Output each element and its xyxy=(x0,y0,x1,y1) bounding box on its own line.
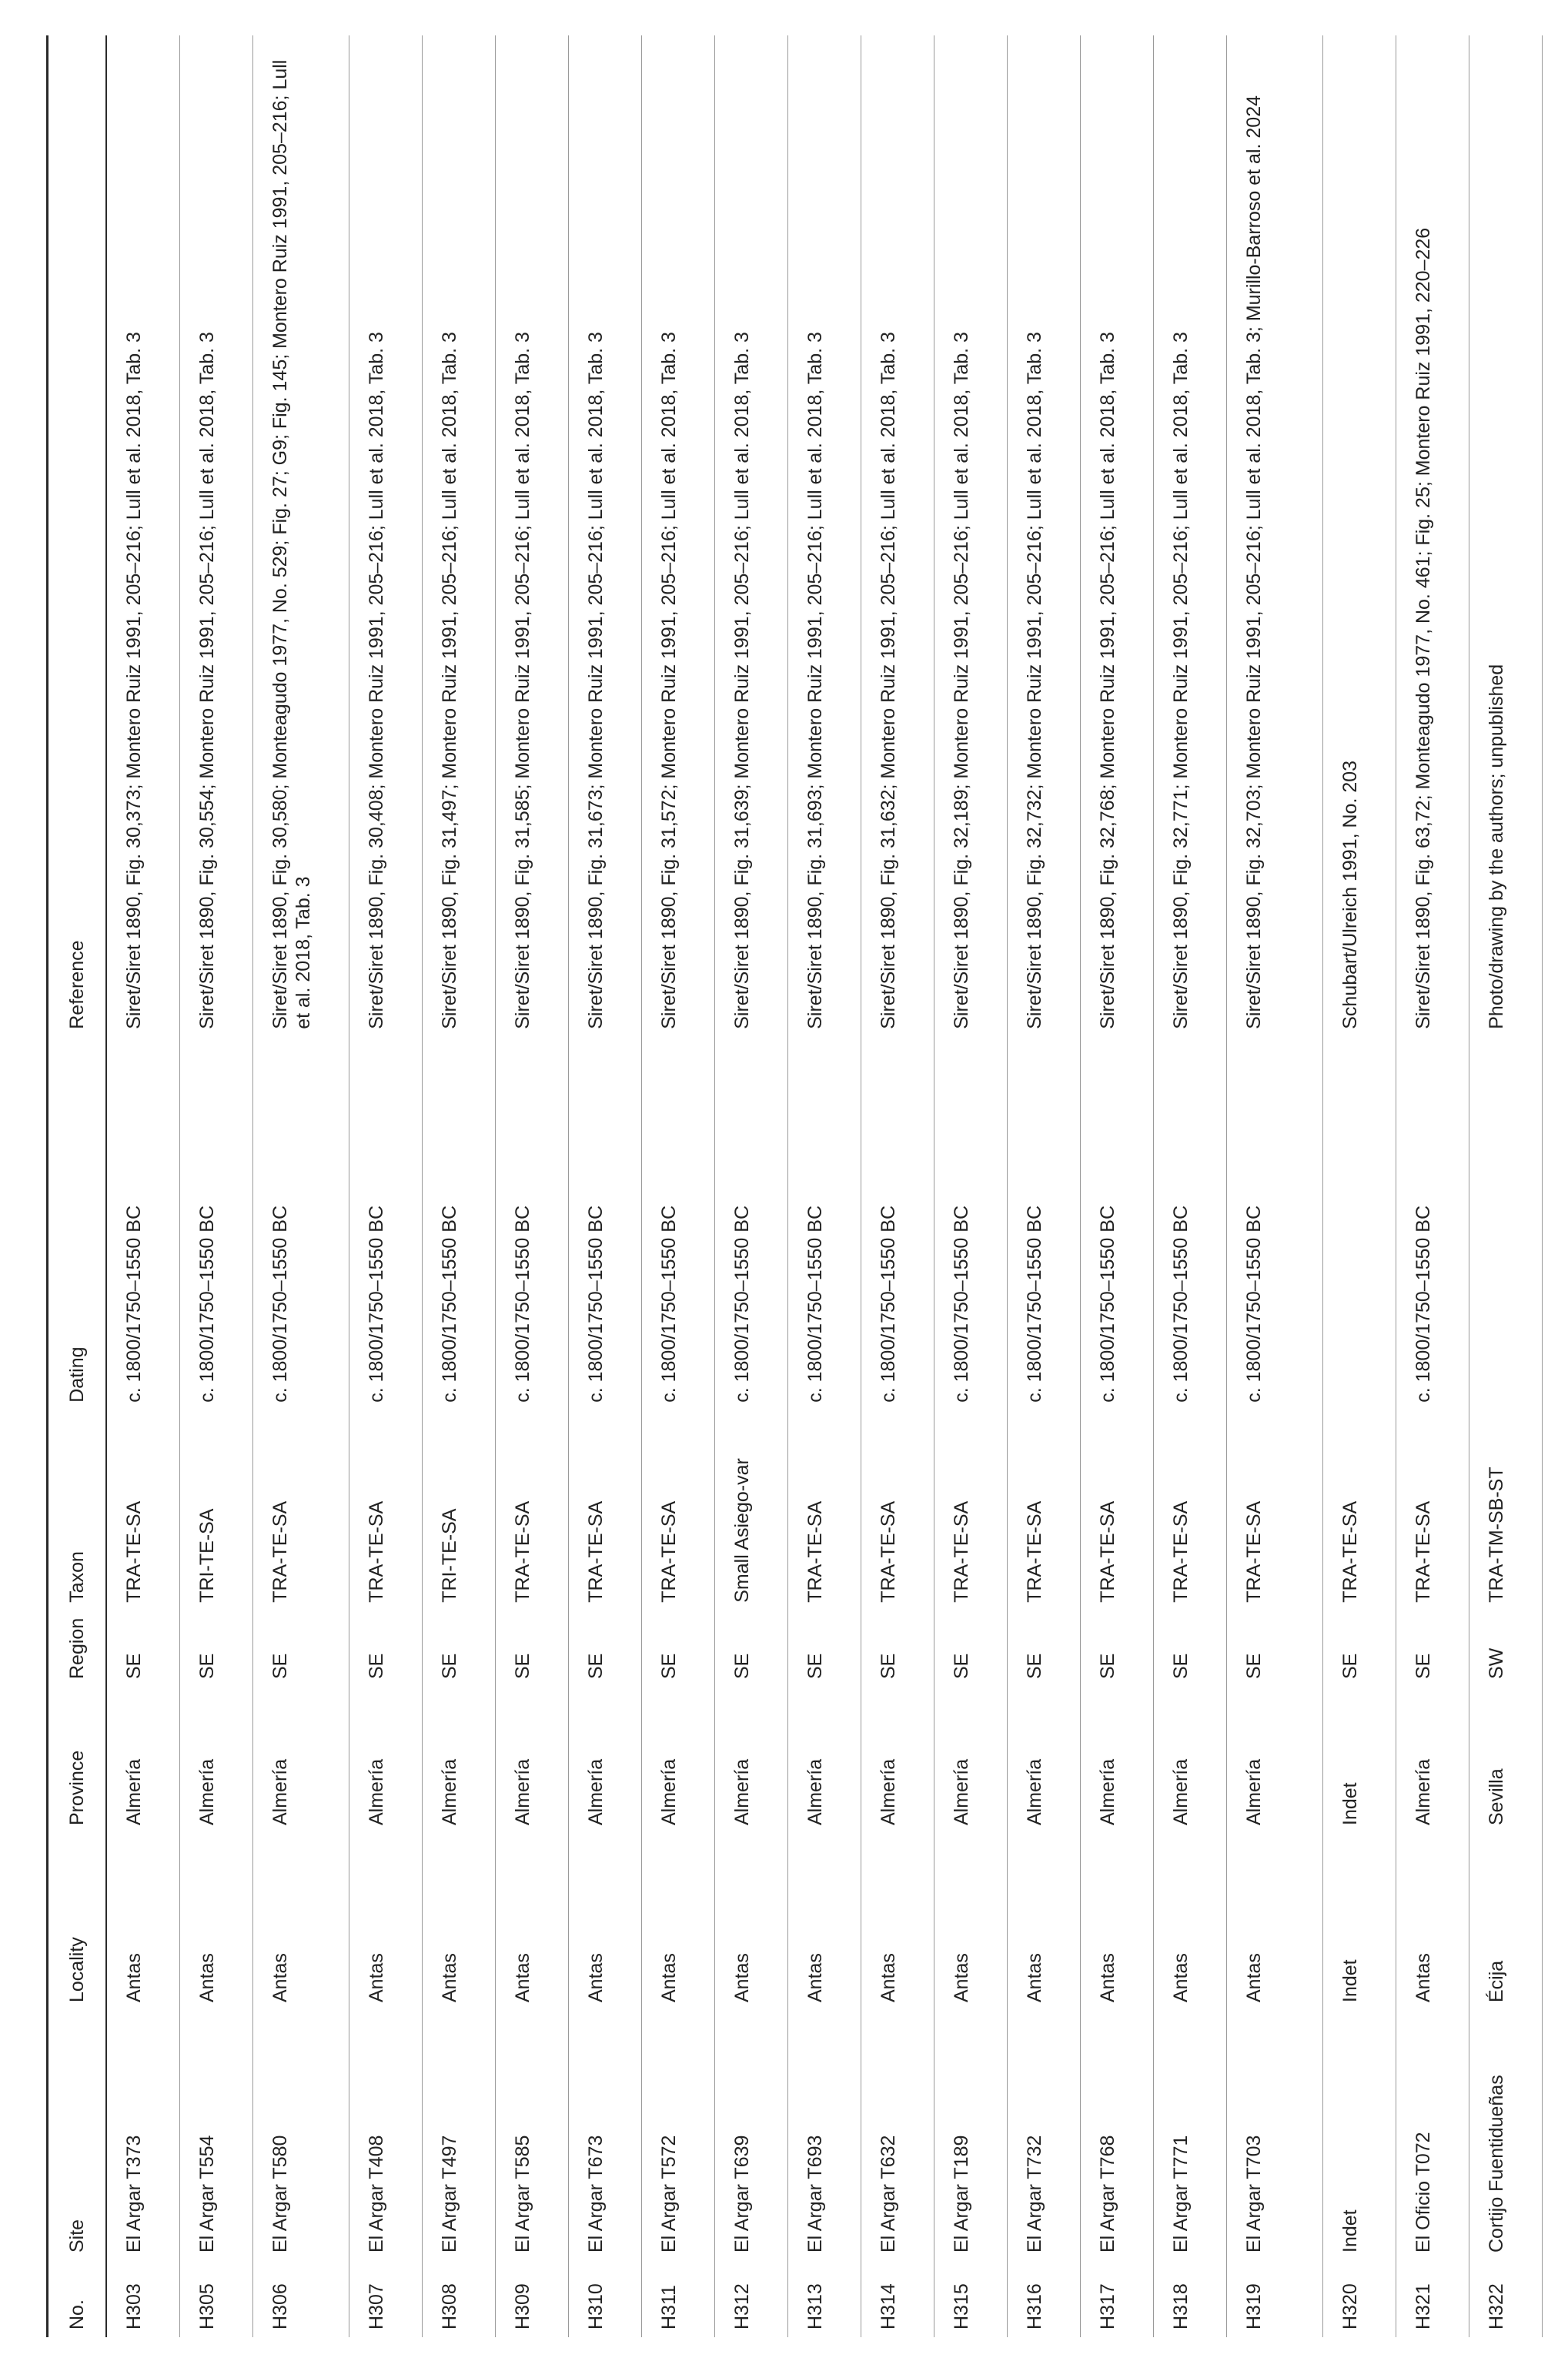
cell-reference: Siret/Siret 1890, Fig. 32,732; Montero Ruiz 1991, 205–216; Lull et al. 2018, Tab. 3 xyxy=(1024,332,1045,1029)
header-taxon: Taxon xyxy=(66,1551,88,1603)
cell-no: H303 xyxy=(123,2283,145,2330)
cell-province: Almería xyxy=(585,1758,607,1825)
cell-reference: Siret/Siret 1890, Fig. 31,673; Montero Ruiz 1991, 205–216; Lull et al. 2018, Tab. 3 xyxy=(585,332,607,1029)
cell-no: H318 xyxy=(1170,2283,1192,2330)
table-row xyxy=(1323,35,1396,2337)
table-row xyxy=(569,35,642,2337)
table-row xyxy=(1154,35,1227,2337)
cell-locality: Antas xyxy=(512,1953,533,2002)
cell-region: SE xyxy=(1243,1653,1265,1679)
cell-dating: c. 1800/1750–1550 BC xyxy=(658,1206,680,1403)
cell-locality: Écija xyxy=(1486,1960,1507,2002)
cell-locality: Indet xyxy=(1339,1959,1361,2002)
cell-taxon: TRA-TE-SA xyxy=(658,1500,680,1603)
cell-no: H317 xyxy=(1097,2283,1118,2330)
cell-region: SE xyxy=(439,1653,460,1679)
cell-reference: Photo/drawing by the authors; unpublished xyxy=(1486,664,1507,1029)
cell-province: Almería xyxy=(1413,1758,1434,1825)
cell-dating: c. 1800/1750–1550 BC xyxy=(1243,1206,1265,1403)
cell-taxon: TRA-TM-SB-ST xyxy=(1486,1467,1507,1603)
header-no: No. xyxy=(66,2299,88,2330)
cell-site: El Argar T673 xyxy=(585,2135,607,2253)
table-row xyxy=(349,35,423,2337)
table-row xyxy=(1008,35,1081,2337)
table-row xyxy=(642,35,715,2337)
cell-locality: Antas xyxy=(878,1953,899,2002)
cell-province: Almería xyxy=(1024,1758,1045,1825)
cell-locality: Antas xyxy=(1097,1953,1118,2002)
cell-taxon: TRA-TE-SA xyxy=(123,1500,145,1603)
cell-locality: Antas xyxy=(1024,1953,1045,2002)
cell-region: SE xyxy=(1413,1653,1434,1679)
cell-no: H316 xyxy=(1024,2283,1045,2330)
cell-province: Almería xyxy=(1170,1758,1192,1825)
cell-locality: Antas xyxy=(196,1953,218,2002)
cell-no: H313 xyxy=(804,2283,826,2330)
cell-no: H309 xyxy=(512,2283,533,2330)
cell-taxon: TRA-TE-SA xyxy=(1413,1500,1434,1603)
cell-site: El Oficio T072 xyxy=(1413,2132,1434,2253)
cell-province: Almería xyxy=(804,1758,826,1825)
cell-taxon: TRA-TE-SA xyxy=(512,1500,533,1603)
table-row xyxy=(861,35,934,2337)
cell-locality: Antas xyxy=(951,1953,972,2002)
table-header-row xyxy=(48,35,107,2337)
cell-region: SW xyxy=(1486,1647,1507,1679)
cell-taxon: TRA-TE-SA xyxy=(1170,1500,1192,1603)
cell-region: SE xyxy=(878,1653,899,1679)
cell-locality: Antas xyxy=(1243,1953,1265,2002)
cell-site: El Argar T189 xyxy=(951,2135,972,2253)
cell-site: El Argar T585 xyxy=(512,2135,533,2253)
cell-locality: Antas xyxy=(123,1953,145,2002)
cell-region: SE xyxy=(269,1653,291,1679)
cell-site: Cortijo Fuentidueñas xyxy=(1486,2075,1507,2253)
cell-no: H311 xyxy=(658,2285,680,2330)
cell-no: H308 xyxy=(439,2283,460,2330)
cell-region: SE xyxy=(585,1653,607,1679)
cell-province: Almería xyxy=(951,1758,972,1825)
cell-no: H320 xyxy=(1339,2283,1361,2330)
cell-taxon: TRA-TE-SA xyxy=(269,1500,291,1603)
cell-taxon: TRI-TE-SA xyxy=(196,1508,218,1603)
cell-no: H315 xyxy=(951,2283,972,2330)
cell-region: SE xyxy=(951,1653,972,1679)
cell-reference: Siret/Siret 1890, Fig. 32,771; Montero Ruiz 1991, 205–216; Lull et al. 2018, Tab. 3 xyxy=(1170,332,1192,1029)
cell-region: SE xyxy=(1339,1653,1361,1679)
header-locality: Locality xyxy=(66,1937,88,2002)
cell-reference: Siret/Siret 1890, Fig. 31,585; Montero Ruiz 1991, 205–216; Lull et al. 2018, Tab. 3 xyxy=(512,332,533,1029)
header-reference: Reference xyxy=(66,940,88,1029)
cell-reference: Siret/Siret 1890, Fig. 31,497; Montero Ruiz 1991, 205–216; Lull et al. 2018, Tab. 3 xyxy=(439,332,460,1029)
table-row xyxy=(106,35,180,2337)
cell-dating: c. 1800/1750–1550 BC xyxy=(1170,1206,1192,1403)
cell-locality: Antas xyxy=(1170,1953,1192,2002)
cell-region: SE xyxy=(731,1653,753,1679)
cell-province: Almería xyxy=(196,1758,218,1825)
table-row xyxy=(180,35,253,2337)
cell-province: Almería xyxy=(366,1758,387,1825)
cell-reference: Siret/Siret 1890, Fig. 63,72; Monteagudo 1977, No. 461; Fig. 25; Montero Ruiz 1991, 220–226 xyxy=(1413,227,1434,1029)
cell-site: El Argar T703 xyxy=(1243,2135,1265,2253)
header-province: Province xyxy=(66,1750,88,1825)
cell-locality: Antas xyxy=(439,1953,460,2002)
cell-no: H314 xyxy=(878,2283,899,2330)
header-site: Site xyxy=(66,2219,88,2253)
cell-no: H305 xyxy=(196,2283,218,2330)
cell-taxon: TRA-TE-SA xyxy=(366,1500,387,1603)
cell-taxon: TRA-TE-SA xyxy=(1024,1500,1045,1603)
cell-taxon: TRA-TE-SA xyxy=(1339,1500,1361,1603)
table-row xyxy=(496,35,569,2337)
cell-site: El Argar T572 xyxy=(658,2135,680,2253)
cell-dating xyxy=(1469,1037,1543,1410)
cell-region: SE xyxy=(512,1653,533,1679)
cell-taxon: TRA-TE-SA xyxy=(878,1500,899,1603)
cell-reference: Siret/Siret 1890, Fig. 31,693; Montero Ruiz 1991, 205–216; Lull et al. 2018, Tab. 3 xyxy=(804,332,826,1029)
cell-locality: Antas xyxy=(585,1953,607,2002)
table-row xyxy=(253,35,349,2337)
cell-no: H312 xyxy=(731,2283,753,2330)
cell-region: SE xyxy=(366,1653,387,1679)
table-row xyxy=(1396,35,1469,2337)
cell-province: Almería xyxy=(1243,1758,1265,1825)
cell-reference: Siret/Siret 1890, Fig. 30,554; Montero Ruiz 1991, 205–216; Lull et al. 2018, Tab. 3 xyxy=(196,332,218,1029)
cell-no: H306 xyxy=(269,2283,291,2330)
cell-taxon: TRA-TE-SA xyxy=(1097,1500,1118,1603)
cell-dating: c. 1800/1750–1550 BC xyxy=(1024,1206,1045,1403)
cell-site: El Argar T554 xyxy=(196,2135,218,2253)
cell-reference: Siret/Siret 1890, Fig. 30,408; Montero Ruiz 1991, 205–216; Lull et al. 2018, Tab. 3 xyxy=(366,332,387,1029)
cell-region: SE xyxy=(1024,1653,1045,1679)
cell-reference: Siret/Siret 1890, Fig. 32,703; Montero Ruiz 1991, 205–216; Lull et al. 2018, Tab. 3; Murillo-Barroso et al. 2024 xyxy=(1243,95,1265,1029)
cell-dating: c. 1800/1750–1550 BC xyxy=(439,1206,460,1403)
cell-dating: c. 1800/1750–1550 BC xyxy=(878,1206,899,1403)
table-row xyxy=(715,35,788,2337)
table-body xyxy=(106,35,1543,2337)
cell-locality: Antas xyxy=(658,1953,680,2002)
table-row xyxy=(1469,35,1543,2337)
cell-province: Almería xyxy=(123,1758,145,1825)
cell-province: Almería xyxy=(1097,1758,1118,1825)
cell-dating: c. 1800/1750–1550 BC xyxy=(731,1206,753,1403)
cell-dating: c. 1800/1750–1550 BC xyxy=(804,1206,826,1403)
cell-dating xyxy=(1323,1037,1396,1410)
cell-locality: Antas xyxy=(804,1953,826,2002)
cell-dating: c. 1800/1750–1550 BC xyxy=(366,1206,387,1403)
cell-site: El Argar T408 xyxy=(366,2135,387,2253)
cell-site: El Argar T771 xyxy=(1170,2135,1192,2253)
cell-taxon: Small Asiego-var xyxy=(731,1458,753,1603)
cell-province: Almería xyxy=(658,1758,680,1825)
cell-region: SE xyxy=(1097,1653,1118,1679)
cell-site: El Argar T768 xyxy=(1097,2135,1118,2253)
cell-region: SE xyxy=(804,1653,826,1679)
cell-dating: c. 1800/1750–1550 BC xyxy=(1413,1206,1434,1403)
cell-province: Almería xyxy=(878,1758,899,1825)
cell-taxon: TRA-TE-SA xyxy=(585,1500,607,1603)
cell-taxon: TRI-TE-SA xyxy=(439,1508,460,1603)
cell-no: H321 xyxy=(1413,2283,1434,2330)
cell-dating: c. 1800/1750–1550 BC xyxy=(196,1206,218,1403)
cell-dating: c. 1800/1750–1550 BC xyxy=(1097,1206,1118,1403)
cell-province: Almería xyxy=(512,1758,533,1825)
cell-dating: c. 1800/1750–1550 BC xyxy=(512,1206,533,1403)
cell-site: El Argar T639 xyxy=(731,2135,753,2253)
cell-reference: Siret/Siret 1890, Fig. 31,639; Montero Ruiz 1991, 205–216; Lull et al. 2018, Tab. 3 xyxy=(731,332,753,1029)
cell-site: El Argar T373 xyxy=(123,2135,145,2253)
cell-site: Indet xyxy=(1339,2209,1361,2253)
cell-reference: Schubart/Ulreich 1991, No. 203 xyxy=(1339,760,1361,1029)
cell-region: SE xyxy=(658,1653,680,1679)
cell-taxon: TRA-TE-SA xyxy=(804,1500,826,1603)
cell-province: Sevilla xyxy=(1486,1768,1507,1825)
cell-province: Indet xyxy=(1339,1782,1361,1825)
table-row xyxy=(1227,35,1323,2337)
cell-locality: Antas xyxy=(366,1953,387,2002)
cell-dating: c. 1800/1750–1550 BC xyxy=(951,1206,972,1403)
cell-reference: Siret/Siret 1890, Fig. 32,768; Montero Ruiz 1991, 205–216; Lull et al. 2018, Tab. 3 xyxy=(1097,332,1118,1029)
cell-province: Almería xyxy=(439,1758,460,1825)
table-row xyxy=(788,35,861,2337)
cell-site: El Argar T497 xyxy=(439,2135,460,2253)
cell-reference: Siret/Siret 1890, Fig. 30,373; Montero Ruiz 1991, 205–216; Lull et al. 2018, Tab. 3 xyxy=(123,332,145,1029)
cell-site: El Argar T732 xyxy=(1024,2135,1045,2253)
cell-reference: Siret/Siret 1890, Fig. 30,580; Monteagudo 1977, No. 529; Fig. 27; G9; Fig. 145; Montero Ruiz 1991, 205–216; Lull et al. 2018, Tab. 3 xyxy=(269,59,314,1029)
table-row xyxy=(934,35,1008,2337)
cell-taxon: TRA-TE-SA xyxy=(1243,1500,1265,1603)
cell-site: El Argar T693 xyxy=(804,2135,826,2253)
cell-reference: Siret/Siret 1890, Fig. 31,572; Montero Ruiz 1991, 205–216; Lull et al. 2018, Tab. 3 xyxy=(658,332,680,1029)
cell-region: SE xyxy=(1170,1653,1192,1679)
cell-region: SE xyxy=(123,1653,145,1679)
cell-province: Almería xyxy=(731,1758,753,1825)
cell-province: Almería xyxy=(269,1758,291,1825)
cell-no: H307 xyxy=(366,2283,387,2330)
cell-dating: c. 1800/1750–1550 BC xyxy=(269,1206,291,1403)
cell-site: El Argar T632 xyxy=(878,2135,899,2253)
header-region: Region xyxy=(66,1617,88,1679)
cell-dating: c. 1800/1750–1550 BC xyxy=(585,1206,607,1403)
data-table xyxy=(46,35,1543,2337)
header-dating: Dating xyxy=(66,1346,88,1403)
cell-dating: c. 1800/1750–1550 BC xyxy=(123,1206,145,1403)
cell-region: SE xyxy=(196,1653,218,1679)
cell-no: H310 xyxy=(585,2283,607,2330)
cell-reference: Siret/Siret 1890, Fig. 31,632; Montero Ruiz 1991, 205–216; Lull et al. 2018, Tab. 3 xyxy=(878,332,899,1029)
cell-no: H319 xyxy=(1243,2283,1265,2330)
cell-no: H322 xyxy=(1486,2283,1507,2330)
cell-locality: Antas xyxy=(731,1953,753,2002)
cell-locality: Antas xyxy=(1413,1953,1434,2002)
table-row xyxy=(1081,35,1154,2337)
cell-taxon: TRA-TE-SA xyxy=(951,1500,972,1603)
cell-reference: Siret/Siret 1890, Fig. 32,189; Montero Ruiz 1991, 205–216; Lull et al. 2018, Tab. 3 xyxy=(951,332,972,1029)
cell-locality: Antas xyxy=(269,1953,291,2002)
table-row xyxy=(423,35,496,2337)
cell-site: El Argar T580 xyxy=(269,2135,291,2253)
